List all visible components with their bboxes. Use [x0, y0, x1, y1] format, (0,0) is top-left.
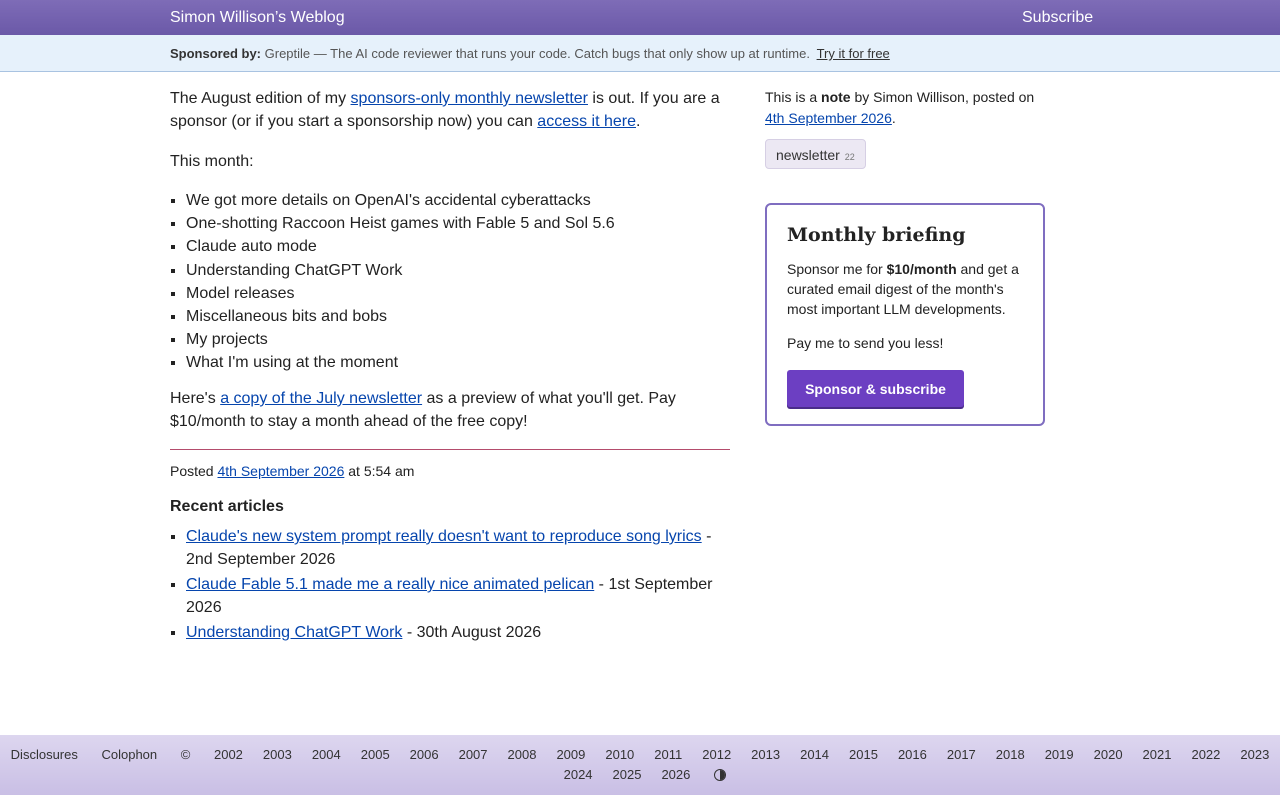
list-item: ▪ Miscellaneous bits and bobs [186, 305, 726, 328]
posted-label: Posted [170, 463, 218, 479]
intro-text-a: The August edition of my [170, 90, 351, 107]
note-text-b: by Simon Willison, posted on [850, 89, 1035, 105]
year-link[interactable]: 2004 [311, 747, 341, 762]
year-link[interactable]: 2008 [507, 747, 537, 762]
colophon-link[interactable]: Colophon [101, 747, 158, 762]
year-link[interactable]: 2019 [1044, 747, 1074, 762]
disclosures-link[interactable]: Disclosures [10, 747, 78, 762]
contents-list [170, 189, 726, 375]
card-extra-text: Pay me to send you less! [787, 335, 944, 351]
site-title-link[interactable]: Simon Willison’s Weblog [170, 9, 345, 26]
card-title: Monthly briefing [787, 224, 966, 246]
year-link[interactable]: 2002 [213, 747, 243, 762]
year-link[interactable]: 2025 [612, 767, 642, 782]
year-link[interactable]: 2007 [458, 747, 488, 762]
year-link[interactable]: 2022 [1191, 747, 1221, 762]
tag-label: newsletter [776, 147, 840, 163]
note-text-c: . [891, 110, 896, 126]
monthly-briefing-card [765, 203, 1045, 426]
card-desc-b: and get a curated email digest of the month's most important LLM developments. [787, 261, 1019, 317]
tag-count: 22 [844, 152, 855, 162]
year-link[interactable]: 2013 [751, 747, 781, 762]
intro-text-b: is out. If you are a sponsor (or if you start a sponsorship now) you can [170, 90, 720, 130]
year-link[interactable]: 2016 [897, 747, 927, 762]
preview-text-b: as a preview of what you'll get. Pay $10/month to stay a month ahead of the free copy! [170, 390, 676, 430]
sponsor-banner [0, 35, 1280, 72]
list-item: ▪ My projects [186, 328, 726, 351]
recent-article-link[interactable]: Claude's new system prompt really doesn't want to reproduce song lyrics [186, 528, 702, 545]
contrast-toggle-icon[interactable] [714, 769, 726, 781]
posted-time: at 5:54 am [344, 463, 415, 479]
card-price: $10/month [886, 261, 957, 277]
footer-row-1 [0, 747, 1280, 762]
list-item: ▪ One-shotting Raccoon Heist games with Fable 5 and Sol 5.6 [186, 212, 726, 235]
year-link[interactable]: 2018 [995, 747, 1025, 762]
recent-article-link[interactable]: Understanding ChatGPT Work [186, 624, 403, 641]
card-desc-a: Sponsor me for [787, 261, 887, 277]
year-link[interactable]: 2015 [849, 747, 878, 762]
note-date-link[interactable]: 4th September 2026 [765, 110, 892, 126]
recent-article-link[interactable]: Claude Fable 5.1 made me a really nice animated pelican [186, 576, 595, 593]
this-month-label: This month: [170, 153, 254, 170]
subscribe-link[interactable]: Subscribe [1022, 9, 1094, 26]
sponsor-cta-link[interactable]: Try it for free [816, 46, 890, 61]
list-item: ▪ Claude auto mode [186, 235, 726, 258]
recent-article-item [186, 525, 730, 571]
access-link[interactable]: access it here [537, 113, 637, 130]
recent-article-item [186, 621, 730, 644]
preview-text-a: Here's [170, 390, 221, 407]
sponsor-subscribe-button[interactable]: Sponsor & subscribe [787, 370, 964, 407]
note-info [765, 87, 1045, 129]
note-text-a: This is a [765, 89, 822, 105]
year-link[interactable]: 2010 [605, 747, 635, 762]
list-item: ▪ Model releases [186, 282, 726, 305]
year-link[interactable]: 2017 [946, 747, 976, 762]
card-description [787, 259, 1027, 319]
note-type: note [821, 89, 851, 105]
intro-paragraph [170, 87, 730, 133]
recent-articles-list [170, 525, 730, 646]
sponsor-message: Greptile — The AI code reviewer that runs your code. Catch bugs that only show up at runtime. [264, 46, 810, 61]
july-newsletter-link[interactable]: a copy of the July newsletter [220, 390, 423, 407]
site-header [0, 0, 1280, 35]
year-link[interactable]: 2021 [1142, 747, 1172, 762]
site-footer [0, 735, 1280, 795]
year-link[interactable]: 2005 [360, 747, 390, 762]
list-item: ▪ Understanding ChatGPT Work [186, 259, 726, 282]
list-item: ▪ What I'm using at the moment [186, 351, 726, 374]
divider [170, 449, 730, 450]
recent-articles-title: Recent articles [170, 498, 284, 515]
year-link[interactable]: 2011 [654, 747, 683, 762]
list-item: ▪ We got more details on OpenAI's accidental cyberattacks [186, 189, 726, 212]
year-link[interactable]: 2006 [409, 747, 439, 762]
footer-row-2 [0, 767, 1280, 782]
year-link[interactable]: 2020 [1093, 747, 1123, 762]
recent-article-date: - 2nd September 2026 [186, 528, 712, 568]
year-link[interactable]: 2003 [262, 747, 292, 762]
tag-newsletter[interactable] [765, 139, 866, 169]
copyright-symbol: © [180, 747, 191, 762]
recent-article-item [186, 573, 730, 619]
year-link[interactable]: 2014 [800, 747, 830, 762]
sidebar [765, 87, 1045, 397]
posted-date-link[interactable]: 4th September 2026 [217, 463, 345, 479]
recent-article-date: - 1st September 2026 [186, 576, 713, 616]
year-link[interactable]: 2012 [702, 747, 732, 762]
recent-article-date: - 30th August 2026 [402, 624, 542, 641]
year-link[interactable]: 2024 [563, 767, 593, 782]
newsletter-link[interactable]: sponsors-only monthly newsletter [350, 90, 588, 107]
year-link[interactable]: 2009 [556, 747, 586, 762]
posted-line [170, 460, 414, 483]
year-link[interactable]: 2026 [661, 767, 691, 782]
preview-paragraph [170, 387, 730, 433]
year-link[interactable]: 2023 [1240, 747, 1270, 762]
intro-text-c: . [636, 113, 641, 130]
sponsor-text-line [170, 46, 890, 61]
sponsor-label: Sponsored by: [170, 46, 262, 61]
